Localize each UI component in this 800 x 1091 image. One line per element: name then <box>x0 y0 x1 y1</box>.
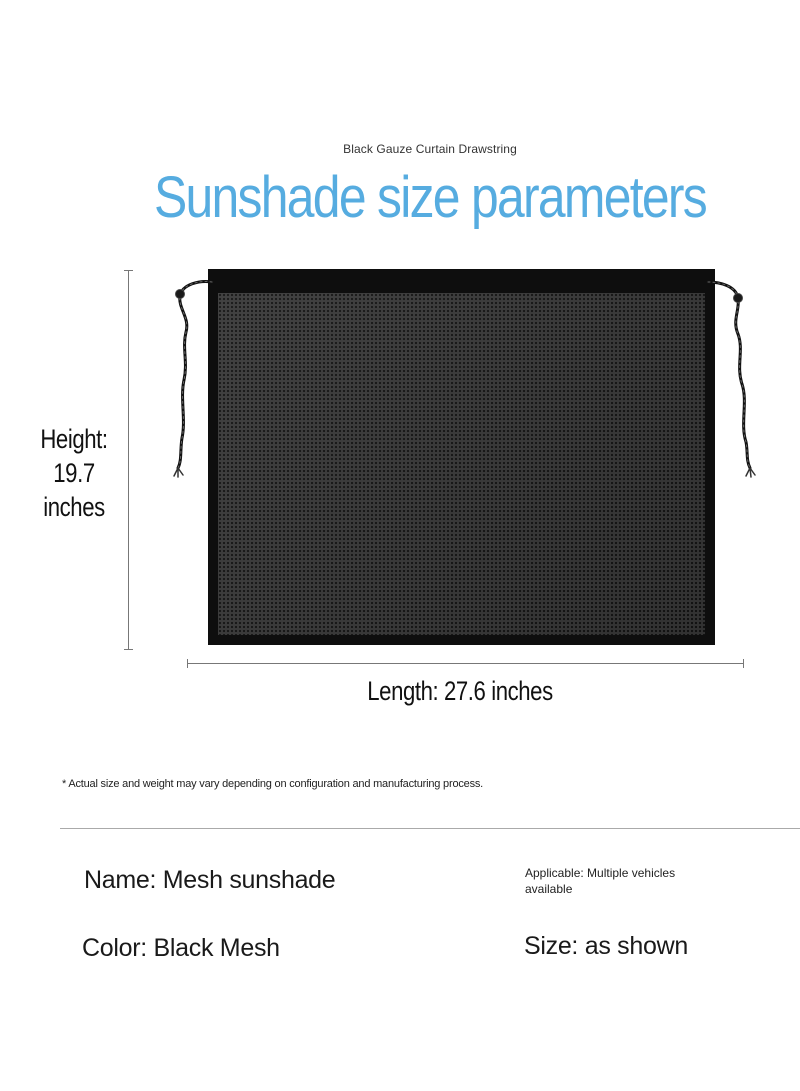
section-divider <box>60 828 800 829</box>
height-dimension-cap-bottom <box>124 649 133 650</box>
spec-applicable: Applicable: Multiple vehicles available <box>525 866 676 896</box>
height-dimension-line <box>128 270 129 650</box>
right-drawstring <box>708 282 755 477</box>
drawstring-icon <box>160 270 760 485</box>
spec-size: Size: as shown <box>524 932 688 960</box>
disclaimer-note: * Actual size and weight may vary depending on configuration and manufacturing process. <box>62 778 484 790</box>
left-drawstring <box>174 282 212 477</box>
length-dimension-cap-right <box>743 659 744 668</box>
length-label: Length: 27.6 inches <box>367 676 553 706</box>
spec-color: Color: Black Mesh <box>82 934 280 962</box>
height-label-line1: Height: <box>40 424 108 454</box>
length-dimension-cap-left <box>187 659 188 668</box>
height-label-line2: 19.7 inches <box>43 458 105 522</box>
page-title: Sunshade size parameters <box>153 165 707 230</box>
height-label <box>25 422 123 524</box>
spec-name: Name: Mesh sunshade <box>84 866 336 894</box>
subtitle: Black Gauze Curtain Drawstring <box>343 142 517 156</box>
length-dimension-line <box>187 663 744 664</box>
height-dimension-cap-top <box>124 270 133 271</box>
